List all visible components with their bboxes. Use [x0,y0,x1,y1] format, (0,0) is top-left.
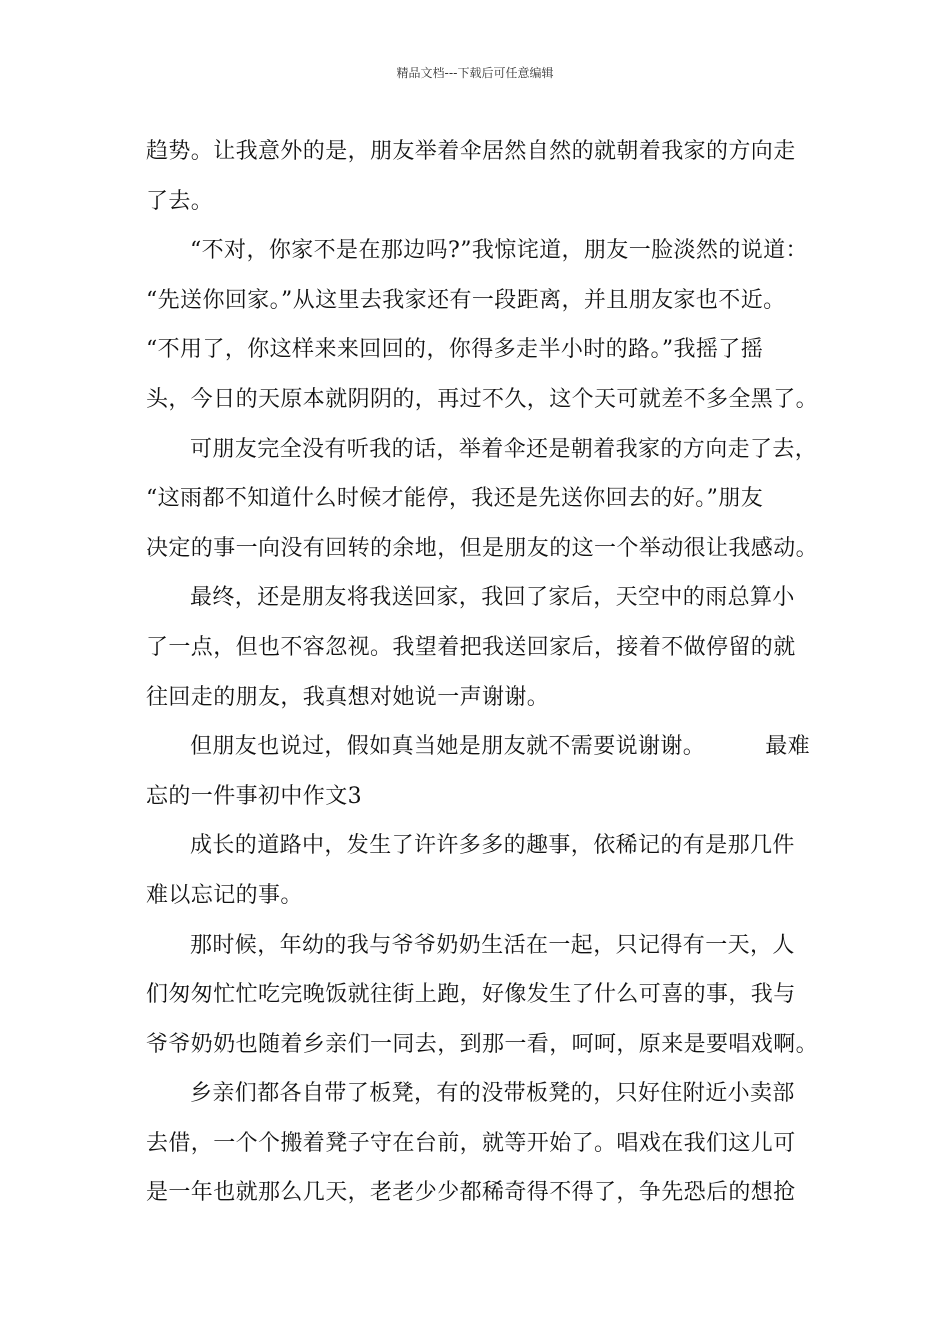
text-line: 了去。 [146,188,214,214]
paragraph-start: 最终，还是朋友将我送回家，我回了家后，天空中的雨总算小 [190,585,795,611]
paragraph-start: “不对，你家不是在那边吗?”我惊诧道，朋友一脸淡然的说道： [190,238,808,264]
text-line: 决定的事一向没有回转的余地，但是朋友的这一个举动很让我感动。 [146,535,819,561]
text-line: 头，今日的天原本就阴阴的，再过不久，这个天可就差不多全黑了。 [146,386,819,412]
text-line: 爷爷奶奶也随着乡亲们一同去，到那一看，呵呵，原来是要唱戏啊。 [146,1031,819,1057]
text-line: 是一年也就那么几天，老老少少都稀奇得不得了，争先恐后的想抢 [146,1180,796,1206]
text-line: “不用了，你这样来来回回的，你得多走半小时的路。”我摇了摇 [146,337,764,363]
text-line: “这雨都不知道什么时候才能停，我还是先送你回去的好。”朋友 [146,486,764,512]
section-title-start: 最难 [765,734,811,760]
text-line: 们匆匆忙忙吃完晚饭就往街上跑，好像发生了什么可喜的事，我与 [146,982,796,1008]
page-header: 精品文档---下载后可任意编辑 [396,66,554,80]
paragraph-start [146,722,818,772]
document-body [146,127,818,1218]
text-line: 难以忘记的事。 [146,882,303,908]
text-line: 趋势。让我意外的是，朋友举着伞居然自然的就朝着我家的方向走 [146,139,796,164]
paragraph-start: 乡亲们都各自带了板凳，有的没带板凳的，只好住附近小卖部 [190,1081,795,1107]
paragraph-start: 可朋友完全没有听我的话，举着伞还是朝着我家的方向走了去， [190,436,818,462]
section-title: 忘的一件事初中作文3 [146,783,362,809]
paragraph-start: 那时候，年幼的我与爷爷奶奶生活在一起，只记得有一天，人 [190,932,795,958]
paragraph-start: 成长的道路中，发生了许许多多的趣事，依稀记的有是那几件 [190,833,795,859]
text-line: 往回走的朋友，我真想对她说一声谢谢。 [146,684,550,710]
text-line: “先送你回家。”从这里去我家还有一段距离，并且朋友家也不近。 [146,287,786,313]
text-segment: 但朋友也说过，假如真当她是朋友就不需要说谢谢。 [190,734,706,760]
text-line: 了一点，但也不容忽视。我望着把我送回家后，接着不做停留的就 [146,634,796,660]
text-line: 去借，一个个搬着凳子守在台前，就等开始了。唱戏在我们这儿可 [146,1130,796,1156]
